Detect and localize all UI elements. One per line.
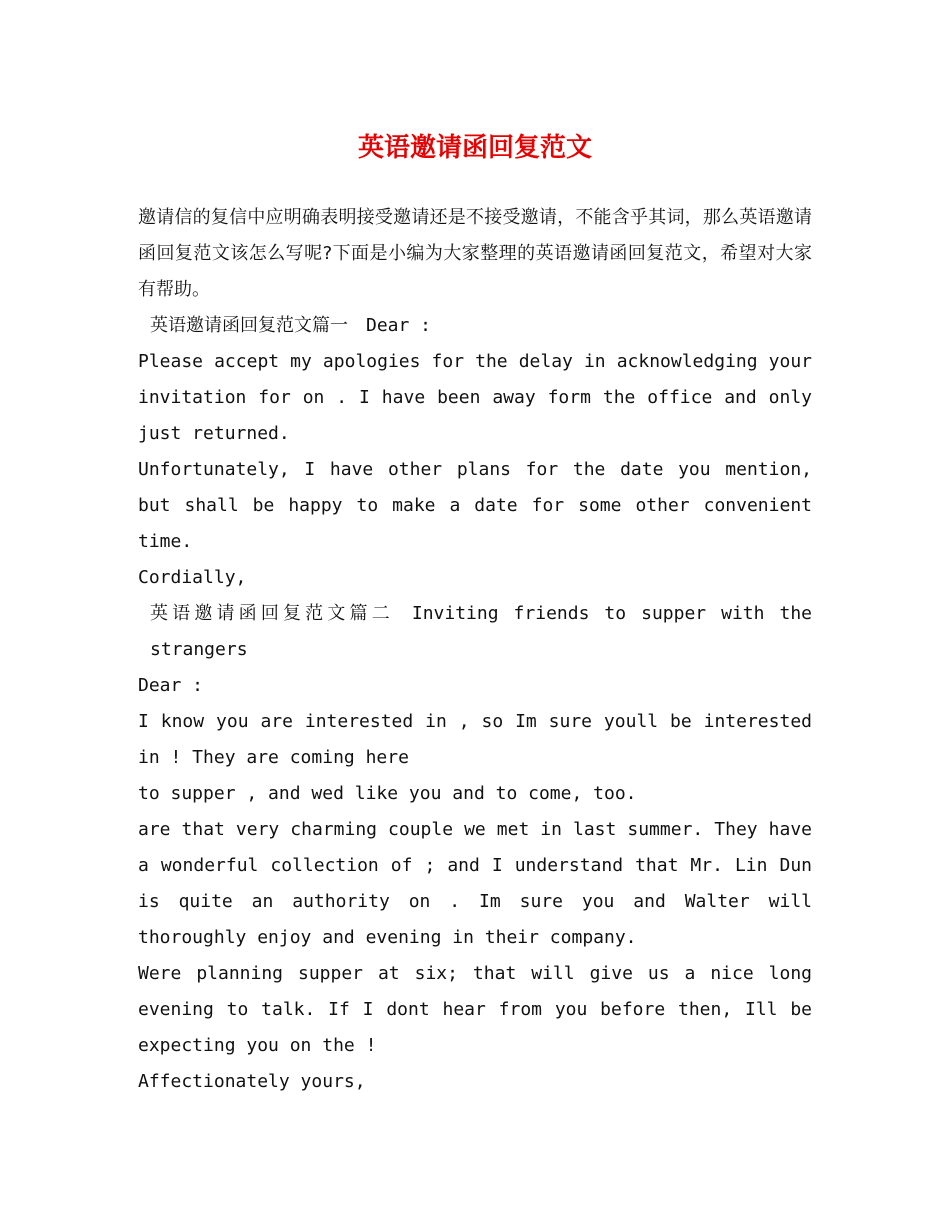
sample2-line-2: to supper , and wed like you and to come, too. [138, 783, 637, 804]
sample1-paragraph-2: Unfortunately, I have other plans for the date you mention, but shall be happy to make a date for some other convenient time. [138, 459, 812, 552]
intro-paragraph: 邀请信的复信中应明确表明接受邀请还是不接受邀请，不能含乎其词，那么英语邀请函回复范文该怎么写呢?下面是小编为大家整理的英语邀请函回复范文，希望对大家有帮助。 [138, 207, 812, 300]
sample1-closing: Cordially, [138, 567, 247, 588]
sample2-paragraph-4: Were planning supper at six; that will give us a nice long evening to talk. If I dont hear from you before then, Ill be expecting you on the ! [138, 963, 812, 1056]
sample2-heading-english: Inviting friends to supper with the strangers [150, 603, 812, 660]
sample2-line-1: I know you are interested in , so Im sure youll be interested in ! They are coming here [138, 711, 812, 768]
sample2-paragraph-3: are that very charming couple we met in last summer. They have a wonderful collection of ; and I understand that Mr. Lin Dun is quite an authority on . Im sure you and Walter will thoroughly enjoy and evening in their company. [138, 819, 812, 948]
sample2-heading: 英语邀请函回复范文篇二 [150, 603, 394, 624]
sample2-heading-line [138, 596, 812, 668]
document-body [138, 200, 812, 1100]
document-title: 英语邀请函回复范文 [357, 133, 592, 163]
sample2-salutation: Dear : [138, 675, 204, 696]
sample1-paragraph-1: Please accept my apologies for the delay in acknowledging your invitation for on . I have been away form the office and only just returned. [138, 351, 812, 444]
sample2-closing: Affectionately yours, [138, 1071, 366, 1092]
sample1-heading-line [138, 308, 812, 344]
sample1-salutation: Dear : [366, 315, 432, 336]
sample1-heading: 英语邀请函回复范文篇一 [150, 315, 348, 336]
